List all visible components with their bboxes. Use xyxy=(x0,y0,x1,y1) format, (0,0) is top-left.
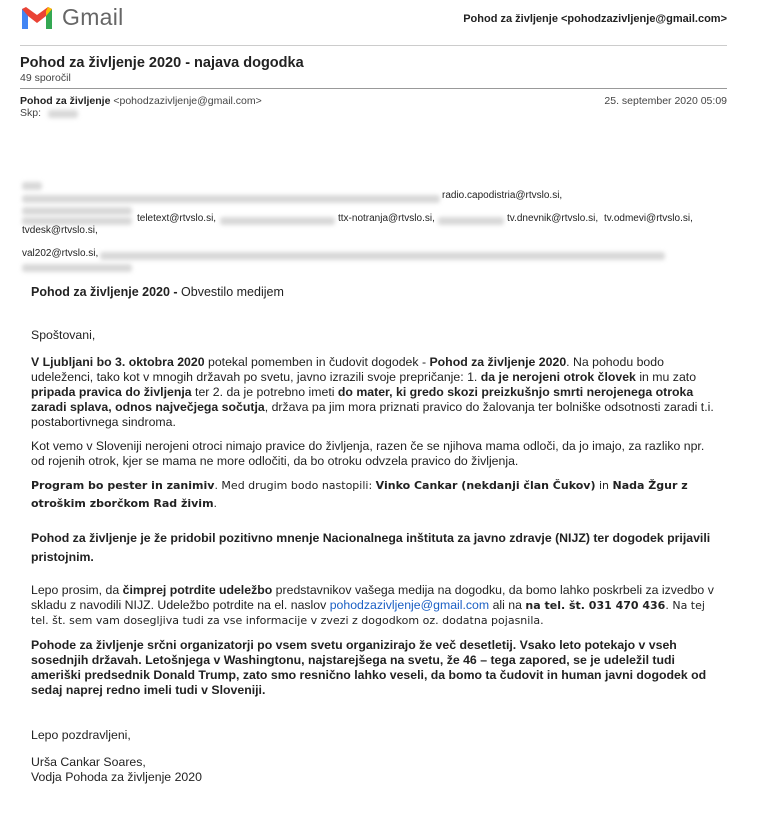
recipient-email: tvdesk@rtvslo.si, xyxy=(22,225,98,236)
redacted-text xyxy=(438,217,504,225)
recipient-email: val202@rtvslo.si, xyxy=(22,248,99,259)
bcc-label: Skp: xyxy=(20,107,42,119)
gmail-logo xyxy=(20,4,124,31)
divider xyxy=(20,88,727,89)
thread-subject: Pohod za življenje 2020 - najava dogodka xyxy=(20,55,304,71)
redacted-text xyxy=(22,217,132,225)
greeting: Spoštovani, xyxy=(31,328,96,342)
recipient-email: teletext@rtvslo.si, xyxy=(137,213,217,224)
redacted-text xyxy=(100,252,665,260)
redacted-text xyxy=(220,217,335,225)
signature-title: Vodja Pohoda za življenje 2020 xyxy=(31,770,202,784)
divider xyxy=(20,45,727,46)
header xyxy=(20,4,727,32)
redacted-text xyxy=(22,207,132,215)
paragraph: V Ljubljani bo 3. oktobra 2020 potekal pomemben in čudovit dogodek - Pohod za življenje 2020. Na pohodu bodo udeleženci, tako kot v mnogih državah po svetu, javno izrazili svoje prepričanje: 1. da je nerojeni otrok človek in mu zato pripada pravica do življenja ter 2. da je potrebno imeti do mater, ki gredo skozi preizkušnjo smrti nerojenega otroka zaradi splava, odnos največjega sočutja, država pa jim mora priznati pravico do žalovanja ter bolniške odsotnosti zaradi t.i. postabortivnega sindroma. xyxy=(31,355,714,429)
sender-email: <pohodzazivljenje@gmail.com> xyxy=(113,95,262,107)
gmail-icon xyxy=(20,5,54,31)
sender xyxy=(20,95,262,107)
message-count: 49 sporočil xyxy=(20,72,71,84)
paragraph: Pohode za življenje srčni organizatorji po vsem svetu organizirajo že več desetletij. Vsako leto potekajo v vseh sosednjih državah. Letošnjega v Washingtonu, najstarejšega na svetu, že 46 – tega zapored, se je udeležil tudi ameriški predsednik Donald Trump, zato smo resnično lahko veseli, da bomo ta čudovit in human javni dogodek od sedaj naprej redno imeli tudi v Sloveniji. xyxy=(31,638,707,697)
signature-name: Urša Cankar Soares, xyxy=(31,755,146,769)
email-link[interactable]: pohodzazivljenje@gmail.com xyxy=(329,598,490,612)
paragraph: Lepo prosim, da čimprej potrdite udeležbo predstavnikov vašega medija na dogodku, da bomo lahko poskrbeli za izvedbo v skladu z navodili NIJZ. Udeležbo potrdite na el. naslov pohodzazivljenje@gmail.com ali na na tel. št. 031 470 436. Na tej tel. št. sem vam dosegljiva tudi za vse informacije v zvezi z dogodkom oz. dodatna pojasnila. xyxy=(31,583,714,627)
recipient-email: ttx-notranja@rtvslo.si, xyxy=(338,213,435,224)
redacted-text xyxy=(22,264,132,272)
message-date: 25. september 2020 05:09 xyxy=(604,95,727,107)
app-name: Gmail xyxy=(62,4,124,30)
recipient-email: radio.capodistria@rtvslo.si, xyxy=(442,190,563,201)
sender-name: Pohod za življenje xyxy=(20,95,111,107)
paragraph: Program bo pester in zanimiv. Med drugim bodo nastopili: Vinko Cankar (nekdanji član Čukov) in Nada Žgur z otroškim zborčkom Rad živim. xyxy=(31,479,688,510)
account-label: Pohod za življenje <pohodzazivljenje@gmail.com> xyxy=(463,13,727,25)
paragraph: Kot vemo v Sloveniji nerojeni otroci nimajo pravice do življenja, razen če se njihova mama odloči, da jo imajo, za razliko npr. od rojenih otrok, kjer se mama ne more odločiti, da bo otroku odvzela pravico do življenja. xyxy=(31,439,705,468)
redacted-text xyxy=(48,110,78,118)
redacted-text xyxy=(22,195,440,203)
closing: Lepo pozdravljeni, xyxy=(31,728,131,742)
message-body xyxy=(31,285,717,785)
recipient-email: tv.odmevi@rtvslo.si, xyxy=(604,213,693,224)
recipient-email: tv.dnevnik@rtvslo.si, xyxy=(507,213,599,224)
redacted-text xyxy=(22,182,42,190)
body-heading: Pohod za življenje 2020 - Obvestilo medijem xyxy=(31,285,284,299)
paragraph: Pohod za življenje je že pridobil pozitivno mnenje Nacionalnega inštituta za javno zdravje (NIJZ) ter dogodek prijavili pristojnim. xyxy=(31,531,711,564)
